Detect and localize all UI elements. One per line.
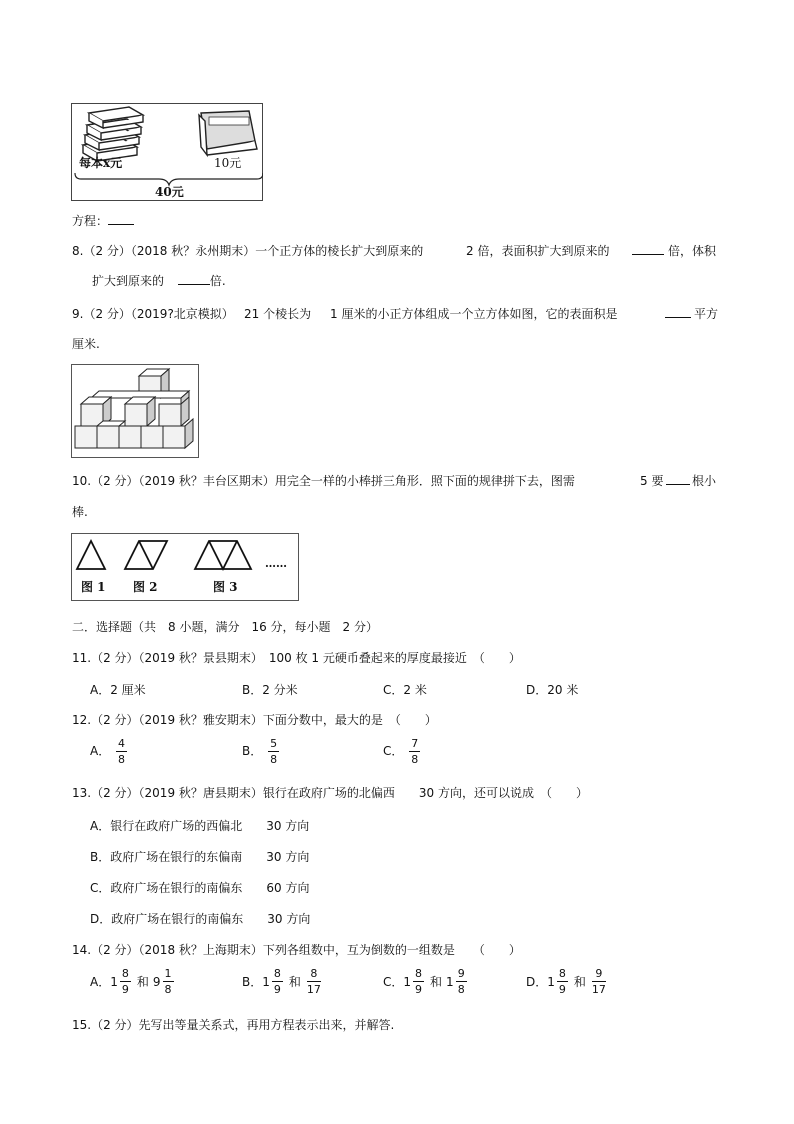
q14-letter-c: C． [383,975,404,989]
q14-d-whole: 1 [547,974,555,989]
q8-blank-1[interactable] [632,242,664,258]
q12-letter-a: A． [90,744,111,758]
q12-option-b[interactable] [242,738,281,765]
q12-letter-b: B． [242,744,263,758]
fig1-label: 图 1 [81,580,106,594]
cubes-figure-drawing [71,364,199,458]
q14-a-and: 和 [136,975,149,989]
q14-letter-b: B． [242,975,263,989]
q14-c-frac2: $\frac{9}{8}$ [457,967,465,996]
q14-a-frac2: $\frac{1}{8}$ [164,967,172,996]
q12-fraction-a: $\frac{4}{8}$ [118,737,126,766]
triangle-fig2 [125,541,167,569]
q14-c-whole1: 1 [403,974,412,989]
triangle-fig1 [77,541,105,569]
q15-stem: 15.（2 分）先写出等量关系式，再用方程表示出来，并解答. [72,1018,395,1032]
q14-b-and: 和 [288,975,301,989]
q12-letter-c: C． [383,744,404,758]
question-9-line1 [72,305,234,322]
q8-text-a: 8.（2 分）（2018 秋？永州期末）一个正方体的棱长扩大到原来的 [72,244,424,258]
q14-b-frac1: $\frac{8}{9}$ [273,967,281,996]
q11-option-d[interactable]: D．20 米 [526,683,579,697]
book-right-label: 10元 [214,156,242,170]
fig3-label: 图 3 [213,580,238,594]
q14-option-d[interactable] [526,968,608,995]
q14-letter-a: A． [90,975,111,989]
cubes-figure [71,364,199,458]
q8-blank-2[interactable] [178,272,210,285]
book-stack-icon [83,107,143,161]
triangles-figure [71,533,299,601]
q14-c-and: 和 [430,975,443,989]
q12-option-a[interactable] [90,738,129,765]
q14-b-whole: 1 [262,974,270,989]
q9-text-a: 9.（2 分）（2019?北京模拟） [72,307,234,321]
q11-option-c[interactable]: C．2 米 [383,683,427,697]
q12-option-c[interactable] [383,738,422,765]
q14-d-and: 和 [573,975,586,989]
q13-option-d[interactable]: D．政府广场在银行的南偏东 30 方向 [90,912,311,926]
q14-a-frac1: $\frac{8}{9}$ [121,967,129,996]
equation-label: 方程： [72,214,109,228]
q11-option-b[interactable]: B．2 分米 [242,683,298,697]
q14-c-frac1: $\frac{8}{9}$ [415,967,423,996]
q14-c-whole2: 1 [446,974,454,989]
q14-option-c[interactable] [383,968,469,995]
q12-fraction-b: $\frac{5}{8}$ [270,737,278,766]
q14-a-whole2: 9 [152,974,161,989]
q14-d-frac2: $\frac{9}{17}$ [591,967,606,996]
q13-option-b[interactable]: B．政府广场在银行的东偏南 30 方向 [90,850,310,864]
equation-line [72,212,134,229]
ellipsis: …… [265,557,287,570]
q9-text-d: 平方 [694,307,719,321]
q9-text-b: 21 个棱长为 [244,307,312,321]
q8-text-d: 扩大到原来的 [92,274,165,288]
triangles-figure-drawing [71,533,299,601]
equation-blank[interactable] [108,212,134,225]
q8-text-b: 2 倍，表面积扩大到原来的 [466,244,610,258]
q14-d-frac1: $\frac{8}{9}$ [558,967,566,996]
q9-text-e: 厘米. [72,337,100,351]
q9-blank[interactable] [665,305,691,321]
books-figure [71,103,263,201]
q14-letter-d: D． [526,975,548,989]
q9-text-c: 1 厘米的小正方体组成一个立方体如图，它的表面积是 [330,307,618,321]
q10-text-a: 10.（2 分）（2019 秋？丰台区期末）用完全一样的小棒拼三角形．照下面的规律拼下去，图需 [72,474,575,488]
section-2-title: 二．选择题（共 8 小题，满分 16 分，每小题 2 分） [72,620,378,634]
q10-text-d: 棒. [72,505,88,519]
q13-stem: 13.（2 分）（2019 秋？唐县期末）银行在政府广场的北偏西 30 方向，还可以说成 （ ） [72,786,588,800]
q12-stem: 12.（2 分）（2019 秋？雅安期末）下面分数中，最大的是 （ ） [72,713,437,727]
q14-stem: 14.（2 分）（2018 秋？上海期末）下列各组数中，互为倒数的一组数是 （ ） [72,943,521,957]
q14-b-frac2: $\frac{8}{17}$ [306,967,321,996]
q11-option-a[interactable]: A．2 厘米 [90,683,146,697]
q13-option-a[interactable]: A．银行在政府广场的西偏北 30 方向 [90,819,310,833]
q12-fraction-c: $\frac{7}{8}$ [411,737,419,766]
single-book-icon [199,111,257,155]
q13-option-c[interactable]: C．政府广场在银行的南偏东 60 方向 [90,881,310,895]
q14-option-b[interactable] [242,968,323,995]
q14-a-whole1: 1 [110,974,118,989]
q8-line2 [92,272,226,289]
books-left-label: 每本x元 [79,156,123,170]
fig2-label: 图 2 [133,580,158,594]
q11-stem: 11.（2 分）（2019 秋？景县期末） 100 枚 1 元硬币叠起来的厚度最接近 （ ） [72,651,521,665]
books-figure-drawing [71,103,263,201]
q14-option-a[interactable] [90,968,176,995]
q8-text-c: 倍，体积 [668,244,717,258]
books-total-label: 40元 [155,185,184,199]
question-8-line1 [72,242,423,259]
q10-blank[interactable] [666,472,690,488]
q10-text-c: 根小 [692,474,717,488]
q10-text-b: 5 要 [640,474,664,488]
triangle-fig3 [195,541,251,569]
q8-text-e: 倍. [209,274,226,288]
total-brace [75,173,263,185]
